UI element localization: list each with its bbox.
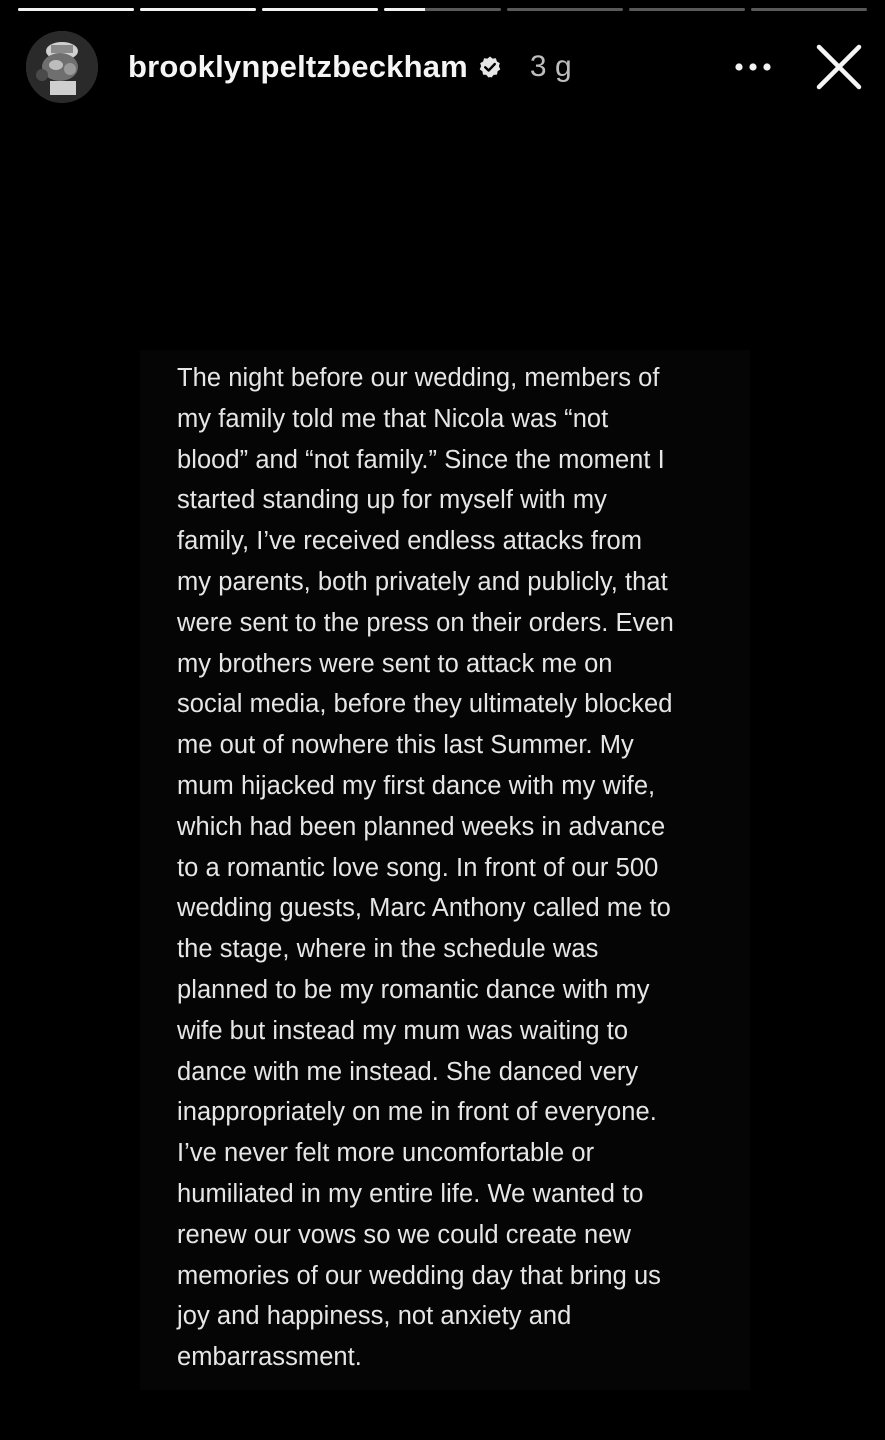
progress-segment (507, 8, 623, 11)
close-icon (816, 44, 862, 90)
progress-segment (384, 8, 500, 11)
progress-segment (262, 8, 378, 11)
story-text: The night before our wedding, members of my family told me that Nicola was “not blood” and “not family.” Since the moment I started standing up for myself with my family, I’ve received endless attacks from my parents, both privately and publicly, that were sent to the press on their orders. Even my brothers were sent to attack me on social media, before they ultimately blocked me out of nowhere this last Summer. My mum hijacked my first dance with my wife, which had been planned weeks in advance to a romantic love song. In front of our 500 wedding guests, Marc Anthony called me to the stage, where in the schedule was planned to be my romantic dance with my wife but instead my mum was waiting to dance with me instead. She danced very inappropriately on me in front of everyone. I’ve never felt more uncomfortable or humiliated in my entire life. We wanted to renew our vows so we could create new memories of our wedding day that bring us joy and happiness, not anxiety and embarrassment. (177, 364, 674, 1372)
progress-segment (18, 8, 134, 11)
post-time: 3 g (529, 50, 572, 83)
more-options-button[interactable] (727, 41, 779, 93)
username[interactable]: brooklynpeltzbeckham (128, 49, 468, 84)
avatar[interactable] (26, 31, 98, 103)
story-progress-bar (18, 8, 867, 12)
more-horizontal-icon (734, 62, 772, 72)
progress-segment (140, 8, 256, 11)
story-header (26, 30, 865, 104)
close-button[interactable] (813, 41, 865, 93)
progress-segment (629, 8, 745, 11)
verified-badge-icon (478, 55, 502, 79)
progress-segment (751, 8, 867, 11)
